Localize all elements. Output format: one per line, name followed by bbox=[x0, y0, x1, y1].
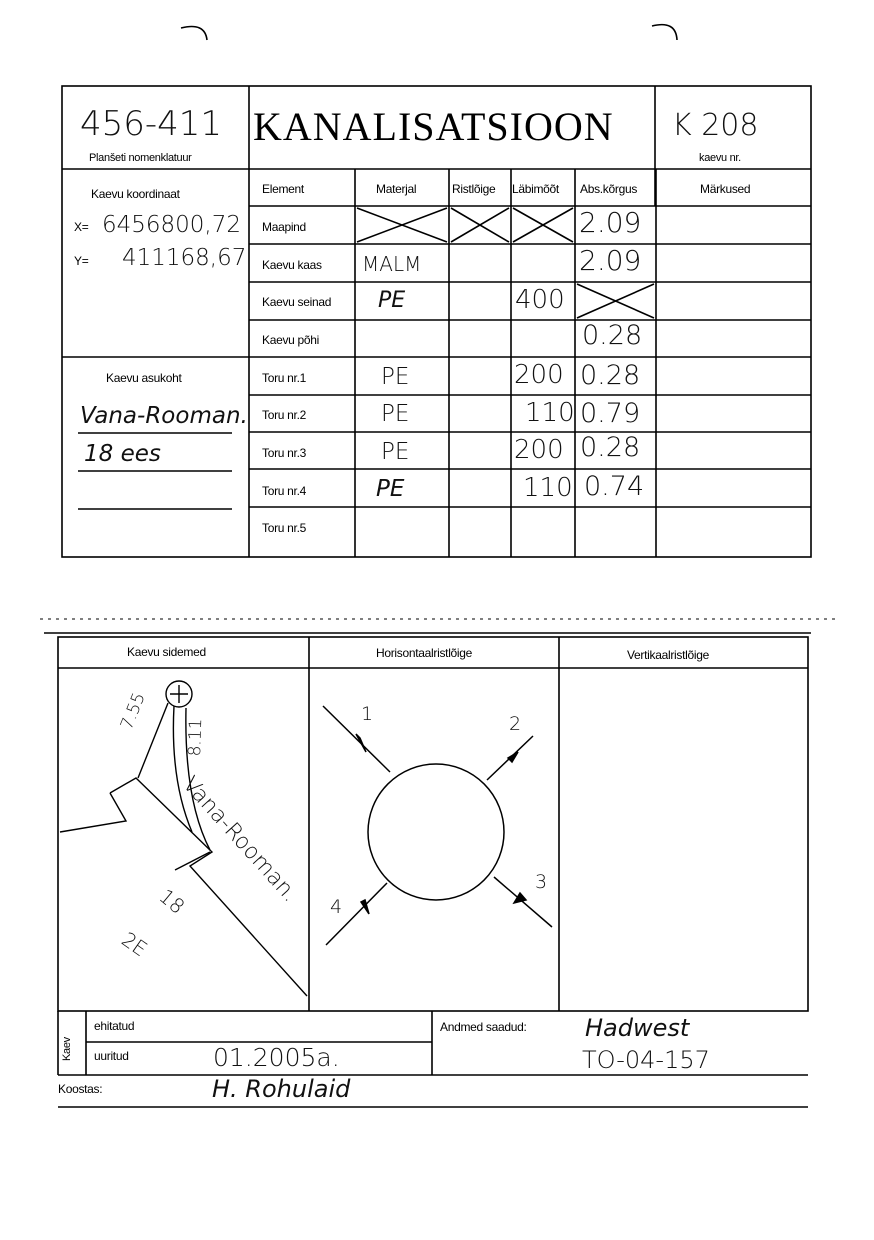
sketch-distance-2: 8.11 bbox=[185, 718, 207, 757]
row-element: Toru nr.2 bbox=[262, 408, 306, 422]
source-label: Andmed saadud: bbox=[440, 1020, 527, 1034]
row-element: Toru nr.4 bbox=[262, 484, 306, 498]
row-diameter: 110 bbox=[525, 398, 575, 428]
row-material: PE bbox=[381, 401, 410, 427]
sketch-house-number: 18 bbox=[154, 884, 190, 919]
well-number: K 208 bbox=[672, 108, 759, 143]
punch-mark-right bbox=[652, 25, 677, 40]
sketch-distance-1: 7.55 bbox=[117, 689, 150, 733]
y-prefix: Y= bbox=[74, 254, 89, 268]
pipe-number-4: 4 bbox=[330, 896, 343, 918]
built-label: ehitatud bbox=[94, 1019, 135, 1033]
row-element: Kaevu kaas bbox=[262, 258, 322, 272]
row-abs-height: 0.79 bbox=[580, 398, 641, 429]
source-reference: TO-04-157 bbox=[582, 1046, 710, 1074]
coords-label: Kaevu koordinaat bbox=[91, 187, 180, 201]
horizontal-section bbox=[323, 706, 552, 945]
row-abs-height: 0.74 bbox=[584, 471, 645, 502]
location-label: Kaevu asukoht bbox=[106, 371, 182, 385]
well-number-label: kaevu nr. bbox=[699, 152, 741, 164]
col-header-notes: Märkused bbox=[700, 182, 751, 196]
location-line-1: Vana-Rooman. bbox=[80, 403, 248, 429]
situation-sketch bbox=[60, 681, 307, 996]
compiled-name: H. Rohulaid bbox=[212, 1075, 351, 1103]
section-label-horizontal: Horisontaalristlõige bbox=[376, 646, 473, 660]
row-material: PE bbox=[381, 439, 410, 465]
sheet-code: 456-411 bbox=[80, 104, 223, 144]
row-material: MALM bbox=[362, 252, 422, 276]
row-abs-height: 2.09 bbox=[579, 206, 642, 239]
section-label-vertical: Vertikaalristlõige bbox=[627, 648, 709, 662]
location-line-2: 18 ees bbox=[84, 441, 161, 467]
row-material: PE bbox=[378, 288, 406, 313]
row-abs-height: 2.09 bbox=[579, 244, 642, 277]
page-title: KANALISATSIOON bbox=[253, 104, 614, 149]
x-prefix: X= bbox=[74, 220, 89, 234]
col-header-material: Materjal bbox=[376, 182, 417, 196]
surveyed-date: 01.2005a. bbox=[213, 1043, 340, 1072]
col-header-abs-height: Abs.kõrgus bbox=[580, 182, 638, 196]
row-diameter: 400 bbox=[515, 285, 565, 315]
sketch-house-number-2: 2E bbox=[117, 927, 152, 962]
row-abs-height: 0.28 bbox=[582, 320, 643, 351]
pipe-number-1: 1 bbox=[361, 703, 374, 725]
col-header-section: Ristlõige bbox=[452, 182, 496, 196]
sheet-code-label: Planšeti nomenklatuur bbox=[89, 152, 192, 164]
row-diameter: 200 bbox=[514, 435, 564, 465]
section-label-connections: Kaevu sidemed bbox=[127, 645, 206, 659]
surveyed-label: uuritud bbox=[94, 1049, 129, 1063]
row-abs-height: 0.28 bbox=[580, 432, 641, 463]
row-diameter: 110 bbox=[523, 473, 573, 503]
row-material: PE bbox=[376, 476, 405, 502]
y-coordinate: 411168,67 bbox=[122, 245, 247, 271]
kaev-label: Kaev bbox=[61, 1037, 73, 1061]
source-company: Hadwest bbox=[585, 1014, 690, 1042]
row-element: Toru nr.5 bbox=[262, 521, 306, 535]
row-element: Kaevu põhi bbox=[262, 333, 320, 347]
x-coordinate: 6456800,72 bbox=[102, 212, 242, 238]
sketch-street-label: Vana-Rooman. bbox=[177, 772, 303, 908]
row-element: Toru nr.1 bbox=[262, 371, 306, 385]
row-abs-height: 0.28 bbox=[580, 360, 641, 391]
punch-mark-left bbox=[181, 27, 207, 41]
row-diameter: 200 bbox=[514, 360, 564, 390]
row-element: Kaevu seinad bbox=[262, 295, 332, 309]
pipe-number-3: 3 bbox=[535, 871, 548, 893]
bottom-card-grid bbox=[58, 637, 808, 1011]
col-header-diameter: Läbimõõt bbox=[512, 182, 559, 196]
col-header-element: Element bbox=[262, 182, 304, 196]
row-material: PE bbox=[381, 364, 410, 390]
row-element: Toru nr.3 bbox=[262, 446, 306, 460]
compiled-label: Koostas: bbox=[58, 1082, 103, 1096]
pipe-number-2: 2 bbox=[509, 713, 522, 735]
row-element: Maapind bbox=[262, 220, 306, 234]
